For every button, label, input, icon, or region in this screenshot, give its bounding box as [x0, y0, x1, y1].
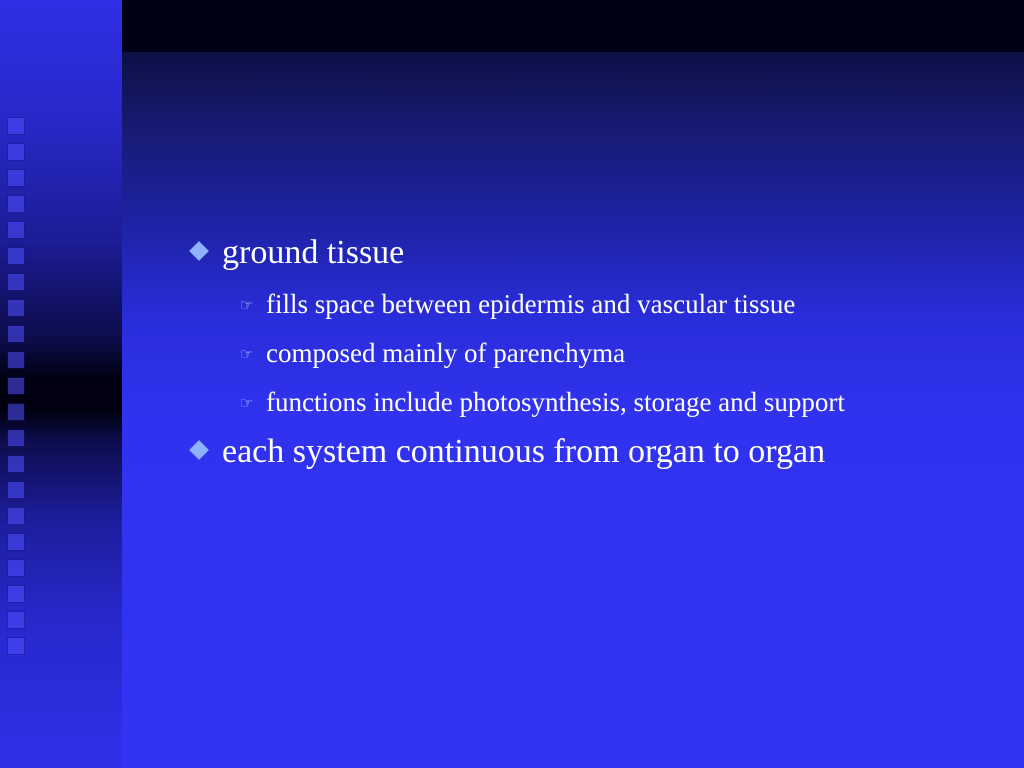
left-band: [0, 0, 122, 768]
decor-square: [8, 638, 24, 654]
decor-square: [8, 326, 24, 342]
diamond-icon: [189, 440, 209, 460]
slide-content: [190, 232, 980, 483]
decor-square: [8, 404, 24, 420]
top-band: [122, 0, 1024, 52]
decor-square: [8, 482, 24, 498]
decor-square: [8, 248, 24, 264]
decor-square: [8, 170, 24, 186]
decorative-squares: [8, 118, 28, 678]
decor-square: [8, 456, 24, 472]
sub-bullet-list: [190, 284, 980, 422]
decor-square: [8, 352, 24, 368]
sub-bullet-item: [190, 382, 980, 422]
sub-bullet-item: [190, 333, 980, 373]
decor-square: [8, 274, 24, 290]
decor-square: [8, 612, 24, 628]
decor-square: [8, 508, 24, 524]
decor-square: [8, 534, 24, 550]
bullet-item: [190, 431, 980, 473]
decor-square: [8, 586, 24, 602]
decor-square: [8, 560, 24, 576]
decor-square: [8, 144, 24, 160]
sub-bullet-text: fills space between epidermis and vascular tissue: [266, 289, 796, 319]
pointing-hand-icon: ☞: [240, 345, 254, 363]
sub-bullet-text: composed mainly of parenchyma: [266, 338, 626, 368]
sub-bullet-item: [190, 284, 980, 324]
sub-bullet-text: functions include photosynthesis, storage and support: [266, 387, 845, 417]
decor-square: [8, 300, 24, 316]
decor-square: [8, 378, 24, 394]
decor-square: [8, 118, 24, 134]
bullet-text: each system continuous from organ to organ: [222, 433, 826, 470]
diamond-icon: [189, 241, 209, 261]
pointing-hand-icon: ☞: [240, 394, 254, 412]
pointing-hand-icon: ☞: [240, 296, 254, 314]
decor-square: [8, 222, 24, 238]
bullet-text: ground tissue: [222, 234, 405, 271]
decor-square: [8, 430, 24, 446]
decor-square: [8, 196, 24, 212]
bullet-item: [190, 232, 980, 274]
